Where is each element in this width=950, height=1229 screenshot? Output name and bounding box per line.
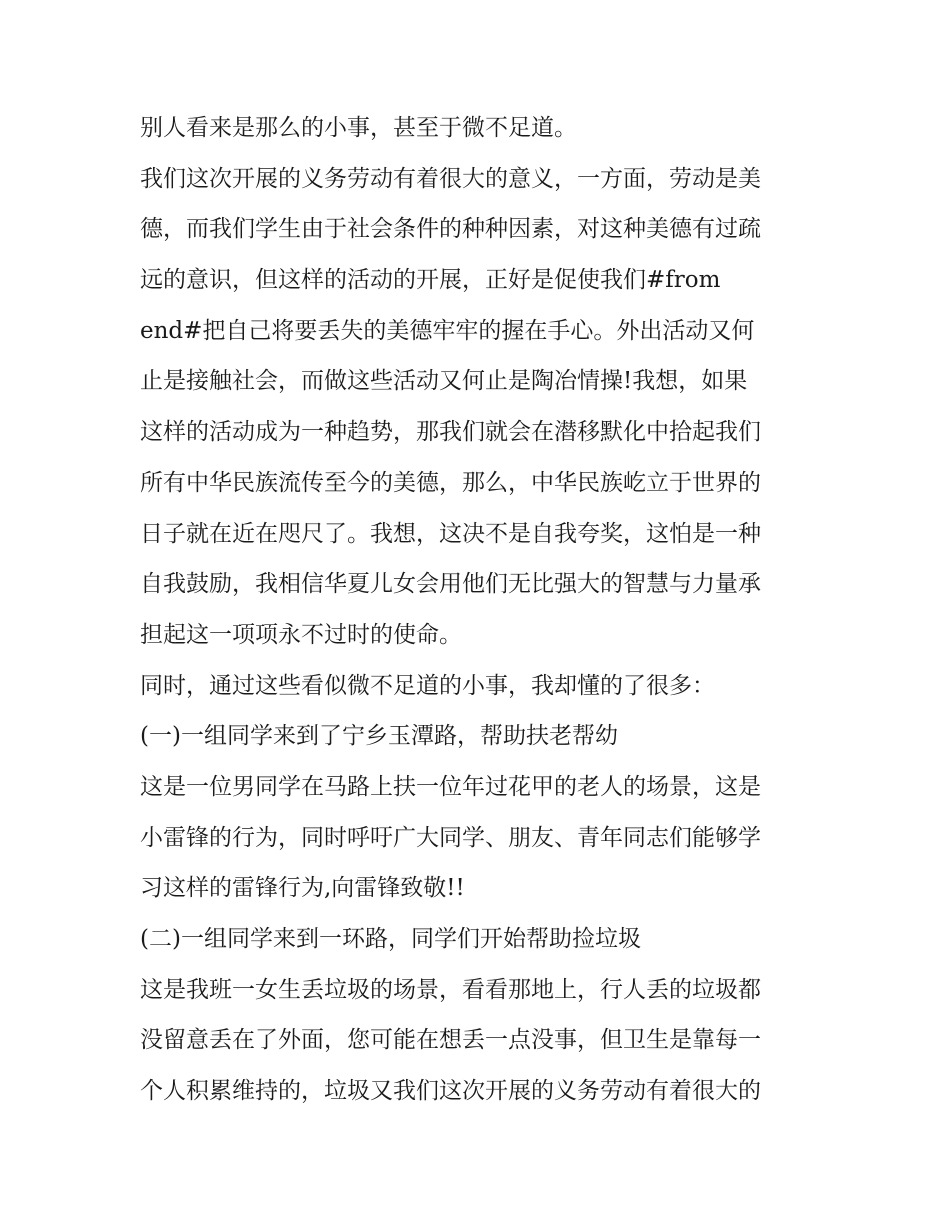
text-line: 这是我班一女生丢垃圾的场景，看看那地上，行人丢的垃圾都 (140, 976, 761, 1003)
text-line: 这是一位男同学在马路上扶一位年过花甲的老人的场景，这是 (140, 773, 761, 800)
text-line: 没留意丢在了外面，您可能在想丢一点没事，但卫生是靠每一 (140, 1027, 761, 1054)
text-line: end#把自己将要丢失的美德牢牢的握在手心。外出活动又何 (140, 317, 755, 344)
text-line: 这样的活动成为一种趋势，那我们就会在潜移默化中拾起我们 (140, 419, 761, 446)
text-line: 止是接触社会，而做这些活动又何止是陶冶情操!我想，如果 (140, 368, 748, 395)
text-line: 所有中华民族流传至今的美德，那么，中华民族屹立于世界的 (140, 469, 761, 496)
text-line: 别人看来是那么的小事，甚至于微不足道。 (140, 115, 577, 141)
text-line: 自我鼓励，我相信华夏儿女会用他们无比强大的智慧与力量承 (140, 571, 761, 598)
text-line: 日子就在近在咫尺了。我想，这决不是自我夸奖，这怕是一种 (140, 520, 761, 547)
section-heading-1: (一)一组同学来到了宁乡玉潭路，帮助扶老帮幼 (140, 723, 618, 750)
text-line: 担起这一项项永不过时的使命。 (140, 621, 462, 648)
text-line: 我们这次开展的义务劳动有着很大的意义，一方面，劳动是美 (140, 165, 761, 192)
body-text (140, 103, 820, 1117)
text-line: 习这样的雷锋行为,向雷锋致敬!! (140, 875, 465, 902)
text-line: 远的意识，但这样的活动的开展，正好是促使我们#from (140, 267, 721, 294)
text-line: 德，而我们学生由于社会条件的种种因素，对这种美德有过疏 (140, 216, 761, 243)
text-line: 同时，通过这些看似微不足道的小事，我却懂的了很多： (140, 672, 715, 699)
section-heading-2: (二)一组同学来到一环路，同学们开始帮助捡垃圾 (140, 926, 641, 952)
text-line: 个人积累维持的，垃圾又我们这次开展的义务劳动有着很大的 (140, 1078, 761, 1105)
text-line: 小雷锋的行为，同时呼吁广大同学、朋友、青年同志们能够学 (140, 824, 761, 851)
